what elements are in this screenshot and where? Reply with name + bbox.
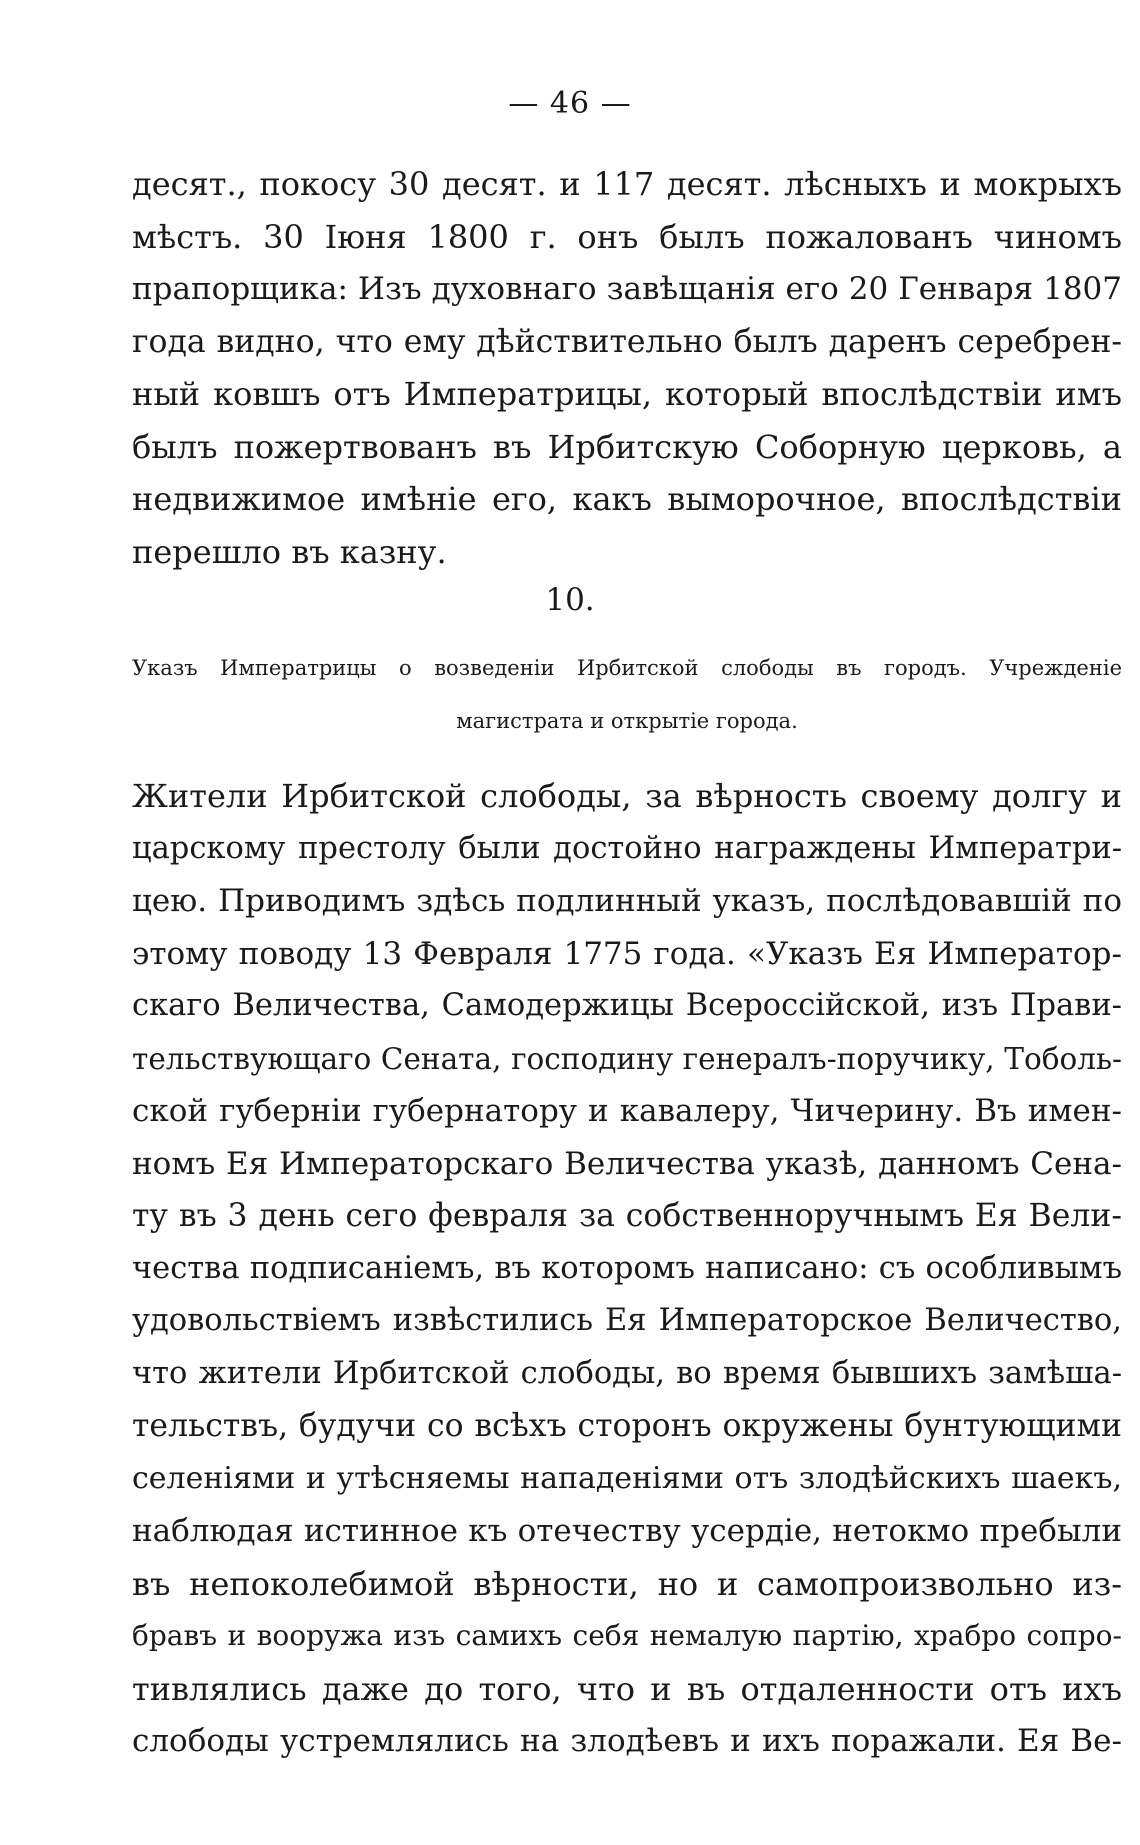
- section-number: 10.: [545, 582, 595, 618]
- paragraph-2: [132, 770, 1122, 1768]
- text-line: ту въ 3 день сего февраля за собственноручнымъ Ея Вели-: [132, 1198, 1122, 1234]
- text-line: царскому престолу были достойно награждены Императри-: [132, 830, 1122, 866]
- text-line: перешло въ казну.: [132, 532, 447, 571]
- text-line: номъ Ея Императорскаго Величества указѣ, данномъ Сена-: [132, 1145, 1122, 1182]
- text-line: ный ковшъ отъ Императрицы, который впослѣдствіи имъ: [132, 375, 1122, 413]
- text-line: бравъ и вооружа изъ самихъ себя немалую партію, храбро сопро-: [132, 1619, 1122, 1652]
- text-line: ской губерніи губернатору и кавалеру, Чичерину. Въ имен-: [132, 1093, 1122, 1129]
- text-line: наблюдая истинное къ отечеству усердіе, нетокмо пребыли: [132, 1513, 1122, 1549]
- heading-line: Указъ Императрицы о возведеніи Ирбитской слободы въ городъ. Учрежденіе: [132, 656, 1122, 680]
- paragraph-1: [132, 158, 1122, 578]
- text-line: недвижимое имѣніе его, какъ выморочное, впослѣдствіи: [132, 480, 1122, 518]
- text-line: десят., покосу 30 десят. и 117 десят. лѣсныхъ и мокрыхъ: [132, 165, 1122, 203]
- text-line: Жители Ирбитской слободы, за вѣрность своему долгу и: [132, 777, 1122, 815]
- text-line: этому поводу 13 Февраля 1775 года. «Указъ Ея Император-: [132, 935, 1122, 972]
- text-line: года видно, что ему дѣйствительно былъ даренъ серебрен-: [132, 323, 1122, 360]
- text-line: прапорщика: Изъ духовнаго завѣщанія его 20 Генваря 1807: [132, 271, 1122, 307]
- text-line: скаго Величества, Самодержицы Всероссійской, изъ Прави-: [132, 988, 1122, 1023]
- page-number: — 46 —: [508, 86, 632, 121]
- text-line: слободы устремлялись на злодѣевъ и ихъ поражали. Ея Ве-: [132, 1723, 1122, 1759]
- text-line: цею. Приводимъ здѣсь подлинный указъ, послѣдовавшій по: [132, 883, 1122, 919]
- text-line: мѣстъ. 30 Іюня 1800 г. онъ былъ пожалованъ чиномъ: [132, 217, 1122, 256]
- text-line: тельствующаго Сената, господину генералъ-поручику, Тоболь-: [132, 1041, 1122, 1076]
- text-line: тивлялись даже до того, что и въ отдаленности отъ ихъ: [132, 1669, 1122, 1708]
- text-line: удовольствіемъ извѣстились Ея Императорское Величество,: [132, 1303, 1122, 1338]
- text-line: селеніями и утѣсняемы нападеніями отъ злодѣйскихъ шаекъ,: [132, 1460, 1122, 1496]
- text-line: чества подписаніемъ, въ которомъ написано: съ особливымъ: [132, 1250, 1122, 1286]
- heading-line: магистрата и открытіе города.: [456, 709, 798, 733]
- text-line: что жители Ирбитской слободы, во время бывшихъ замѣша-: [132, 1355, 1122, 1391]
- text-line: въ непоколебимой вѣрности, но и самопроизвольно из-: [132, 1564, 1122, 1603]
- text-line: былъ пожертвованъ въ Ирбитскую Соборную церковь, а: [132, 427, 1122, 466]
- text-line: тельствъ, будучи со всѣхъ сторонъ окружены бунтующими: [132, 1408, 1122, 1444]
- section-heading: [132, 642, 1122, 748]
